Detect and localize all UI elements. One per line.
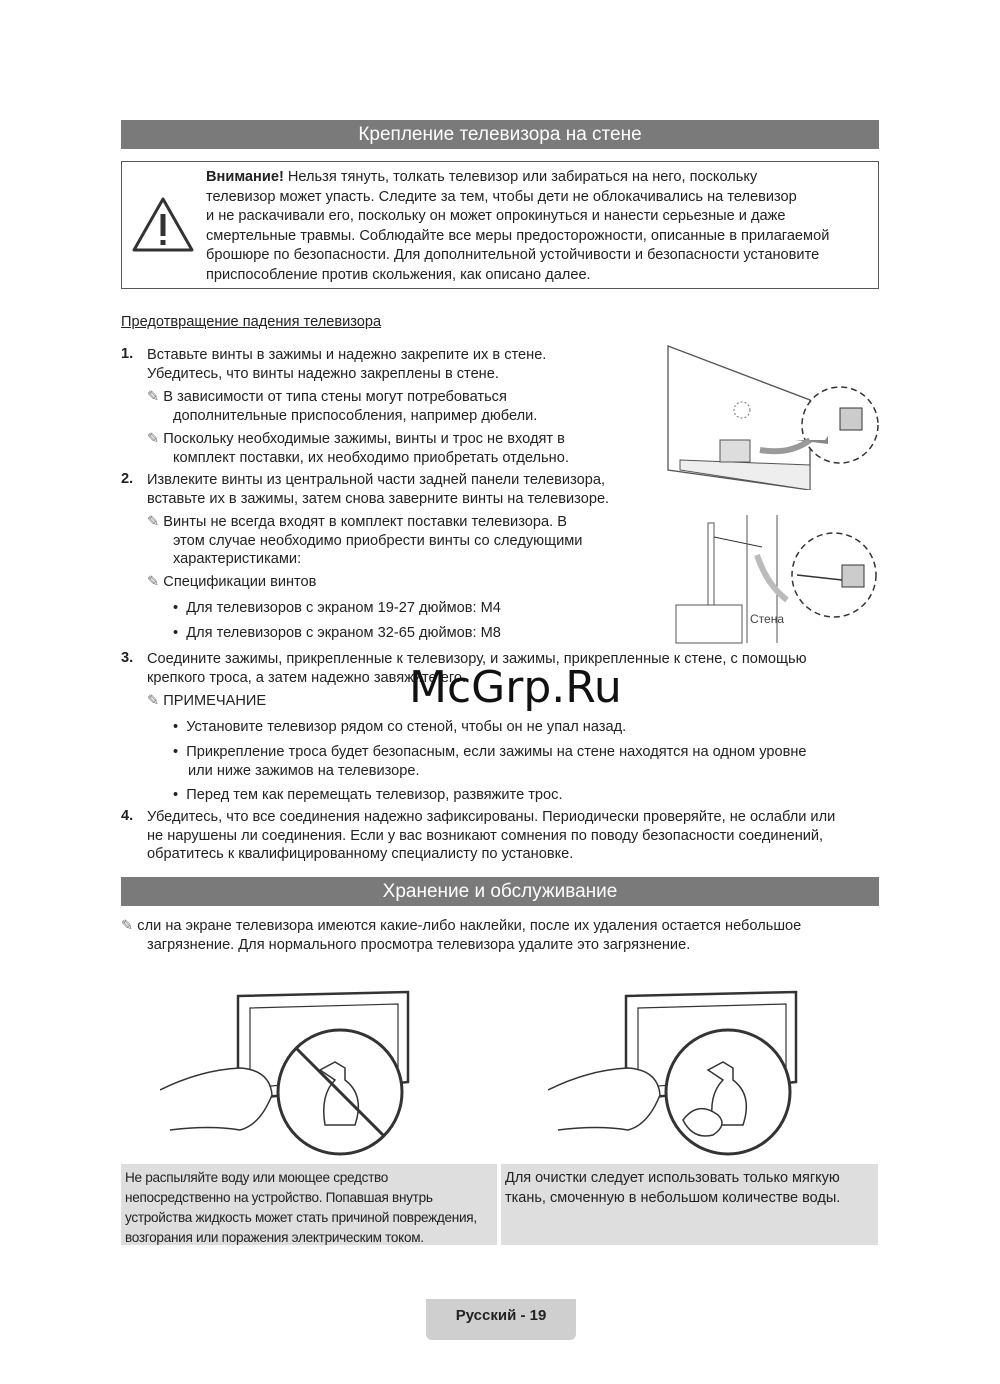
soft-cloth-figure (548, 990, 808, 1160)
watermark: McGrp.Ru (409, 662, 622, 713)
section-title-storage: Хранение и обслуживание (121, 877, 879, 906)
bullet-rope-safe: • Прикрепление троса будет безопасным, если зажимы на стене находятся на одном уровне или ниже зажимов на телевизоре. (173, 744, 807, 779)
warning-text: Внимание! Нельзя тянуть, толкать телевизор или забираться на него, поскольку телевизор может упасть. Следите за тем, чтобы дети не облокачивались на телевизор и не раскачивали его, поскольку он может опрокинуться и нанести серьезные и даже смертельные травмы. Соблюдайте все меры предосторожности, описанные в прилагаемой брошюре по безопасности. Для дополнительной устойчивости и безопасности установите приспособление против скольжения, как описано далее. (206, 169, 830, 283)
pencil-icon: ✎ (147, 574, 160, 590)
pencil-icon: ✎ (147, 693, 160, 709)
step-number: 2. (121, 471, 134, 487)
storage-note: ✎ сли на экране телевизора имеются какие-либо наклейки, после их удаления остается небольшое загрязнение. Для нормального просмотра телевизора удалите это загрязнение. (121, 918, 802, 953)
page-footer: Русский - 19 (426, 1299, 576, 1340)
pencil-icon: ✎ (121, 918, 134, 934)
section-title-wall-mount: Крепление телевизора на стене (121, 120, 879, 149)
step-3-text: Соедините зажимы, прикрепленные к телевизору, и зажимы, прикрепленные к стене, с помощью крепкого троса, а затем надежно завяжите его. (147, 651, 807, 686)
bullet-near-wall: • Установите телевизор рядом со стеной, чтобы он не упал назад. (173, 719, 627, 735)
caption-soft-cloth: Для очистки следует использовать только мягкую ткань, смоченную в небольшом количестве воды. (501, 1164, 878, 1245)
pencil-icon: ✎ (147, 431, 160, 447)
step-4-text: Убедитесь, что все соединения надежно зафиксированы. Периодически проверяйте, не ослабли или не нарушены ли соединения. Если у вас возникают сомнения по поводу безопасности соединений, обратитесь к квалифицированному специалисту по установке. (147, 809, 836, 862)
wall-label: Стена (750, 612, 785, 626)
wall-rope-figure (672, 515, 892, 645)
step-number: 3. (121, 650, 134, 666)
warning-icon (131, 195, 195, 255)
bullet-m4: • Для телевизоров с экраном 19-27 дюймов: M4 (173, 600, 501, 616)
subtitle-prevent-fall: Предотвращение падения телевизора (121, 314, 382, 330)
note-4: ✎ Спецификации винтов (147, 574, 317, 590)
note-1: ✎ В зависимости от типа стены могут потребоваться дополнительные приспособления, например дюбели. (147, 389, 538, 424)
note-2: ✎ Поскольку необходимые зажимы, винты и трос не входят в комплект поставки, их необходимо приобретать отдельно. (147, 431, 569, 466)
no-spray-figure (160, 990, 420, 1160)
bullet-m8: • Для телевизоров с экраном 32-65 дюймов: M8 (173, 625, 501, 641)
pencil-icon: ✎ (147, 514, 160, 530)
tv-back-screw-figure (660, 340, 880, 490)
step-number: 4. (121, 808, 134, 824)
step-number: 1. (121, 346, 134, 362)
note-heading: ✎ ПРИМЕЧАНИЕ (147, 693, 267, 709)
note-3: ✎ Винты не всегда входят в комплект поставки телевизора. В этом случае необходимо приобрести винты со следующими характеристиками: (147, 514, 583, 567)
caption-no-spray: Не распыляйте воду или моющее средство непосредственно на устройство. Попавшая внутрь устройства жидкость может стать причиной повреждения, возгорания или поражения электрическим током. (121, 1164, 497, 1245)
warning-box (121, 161, 879, 289)
warning-label: Внимание! (206, 169, 284, 185)
bullet-untie: • Перед тем как перемещать телевизор, развяжите трос. (173, 787, 563, 803)
step-2-text: Извлеките винты из центральной части задней панели телевизора, вставьте их в зажимы, затем снова заверните винты на телевизоре. (147, 472, 610, 507)
step-1-text: Вставьте винты в зажимы и надежно закрепите их в стене. Убедитесь, что винты надежно закреплены в стене. (147, 347, 547, 382)
pencil-icon: ✎ (147, 389, 160, 405)
